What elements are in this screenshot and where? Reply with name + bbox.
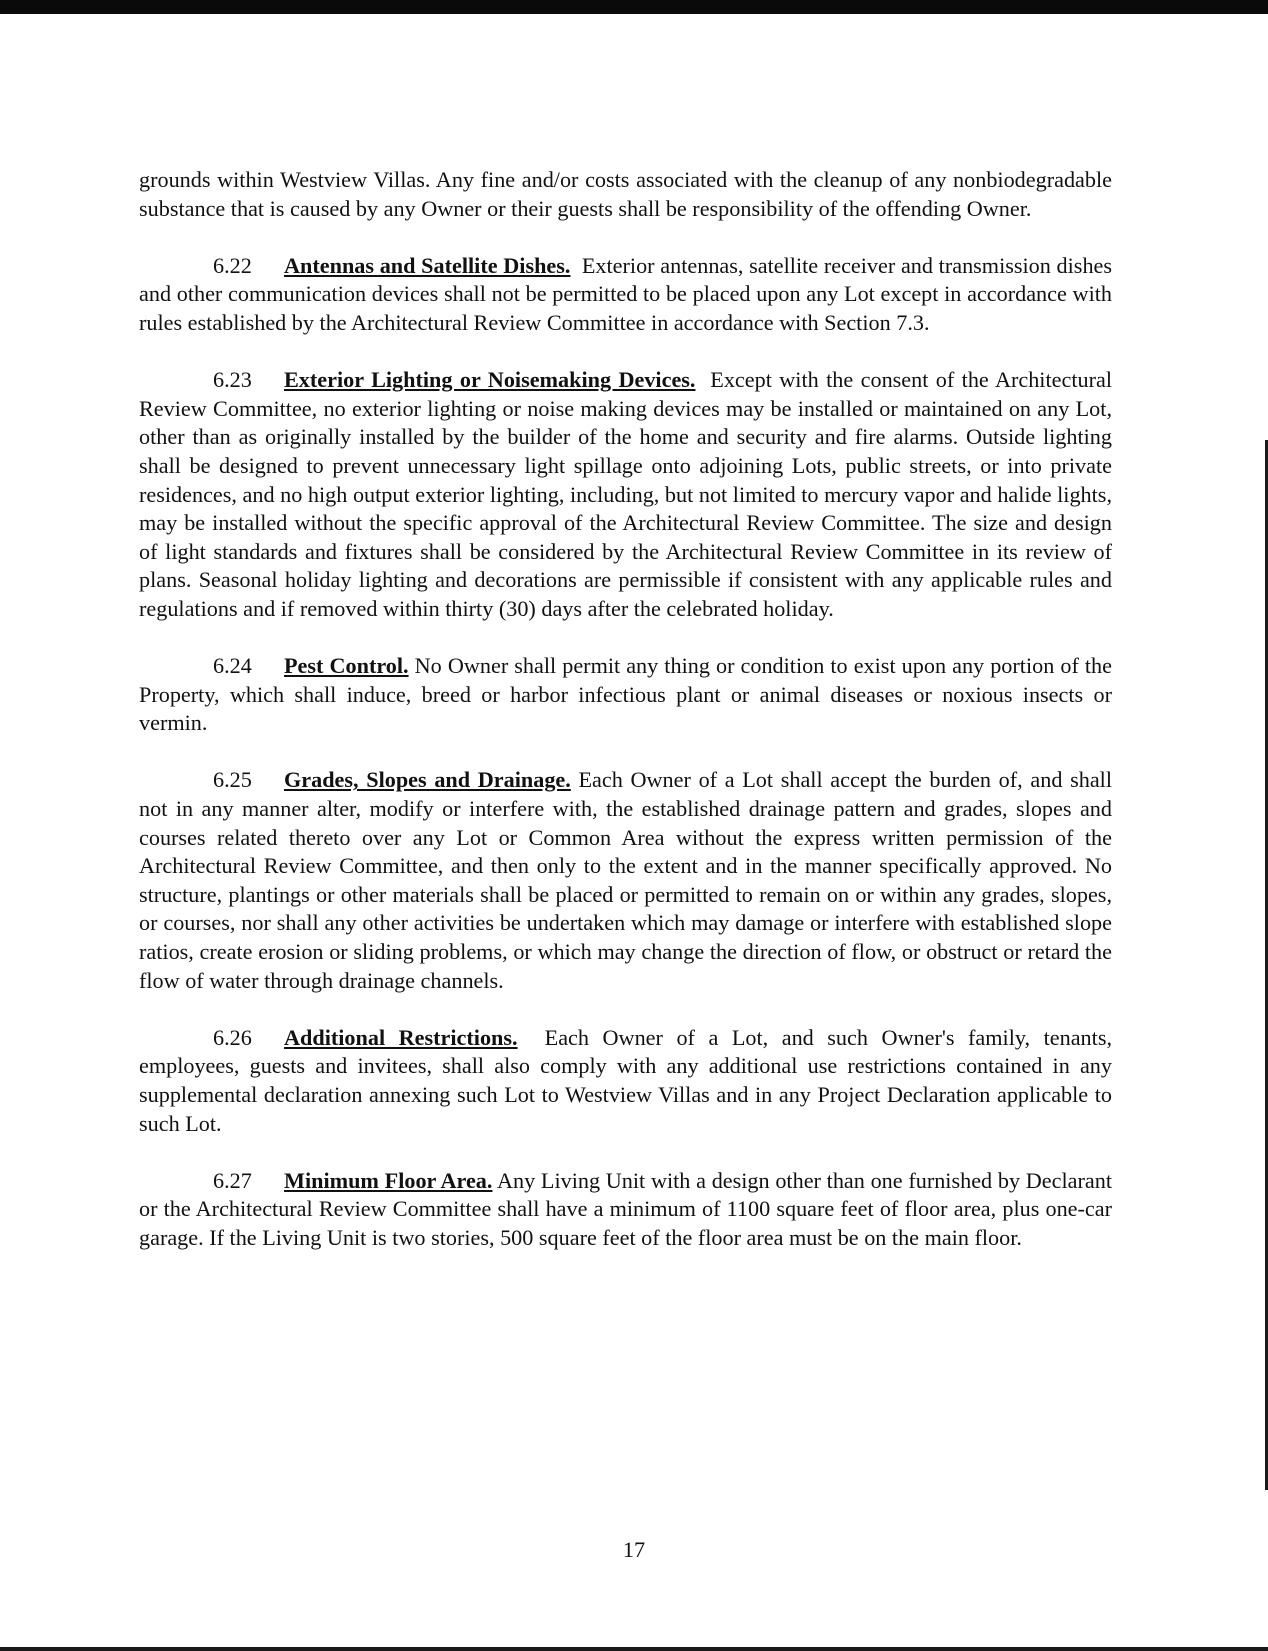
section-body: Except with the consent of the Architectural Review Committee, no exterior lighting or noise making devices may be installed or maintained on any Lot, other than as originally installed by the builder of the home and security and fire alarms. Outside lighting shall be designed to prevent unnecessary light spillage onto adjoining Lots, public streets, or into private residences, and no high output exterior lighting, including, but not limited to mercury vapor and halide lights, may be installed without the specific approval of the Architectural Review Committee. The size and design of light standards and fixtures shall be considered by the Architectural Review Committee in its review of plans. Seasonal holiday lighting and decorations are permissible if consistent with any applicable rules and regulations and if removed within thirty (30) days after the celebrated holiday. bbox=[139, 367, 1112, 621]
section-6-22 bbox=[139, 252, 1112, 338]
section-6-26 bbox=[139, 1024, 1112, 1138]
section-6-27 bbox=[139, 1167, 1112, 1253]
scan-bottom-edge bbox=[0, 1647, 1268, 1651]
section-number: 6.25 bbox=[213, 767, 252, 793]
section-6-23 bbox=[139, 366, 1112, 623]
section-title: Pest Control. bbox=[284, 653, 409, 679]
section-title: Grades, Slopes and Drainage. bbox=[284, 767, 571, 793]
section-number: 6.27 bbox=[213, 1167, 252, 1193]
section-body: Exterior antennas, satellite receiver and transmission dishes and other communication devices shall not be permitted to be placed upon any Lot except in accordance with rules established by the Architectural Review Committee in accordance with Section 7.3. bbox=[139, 252, 1113, 335]
section-6-24 bbox=[139, 652, 1112, 738]
section-body: Any Living Unit with a design other than one furnished by Declarant or the Architectural Review Committee shall have a minimum of 1100 square feet of floor area, plus one-car garage. If the Living Unit is two stories, 500 square feet of the floor area must be on the main floor. bbox=[139, 1167, 1112, 1250]
section-body: No Owner shall permit any thing or condition to exist upon any portion of the Property, which shall induce, breed or harbor infectious plant or animal diseases or noxious insects or vermin. bbox=[139, 653, 1112, 736]
section-number: 6.22 bbox=[213, 252, 252, 278]
section-number: 6.23 bbox=[213, 367, 252, 393]
section-body: Each Owner of a Lot shall accept the burden of, and shall not in any manner alter, modify or interfere with, the established drainage pattern and grades, slopes and courses related thereto over any Lot or Common Area without the express written permission of the Architectural Review Committee, and then only to the extent and in the manner specifically approved. No structure, plantings or other materials shall be placed or permitted to remain on or within any grades, slopes, or courses, nor shall any other activities be undertaken which may damage or interfere with established slope ratios, create erosion or sliding problems, or which may change the direction of flow, or obstruct or retard the flow of water through drainage channels. bbox=[139, 767, 1112, 993]
scan-top-border bbox=[0, 0, 1268, 14]
section-title: Antennas and Satellite Dishes. bbox=[284, 252, 571, 278]
section-6-25 bbox=[139, 766, 1112, 995]
section-body: Each Owner of a Lot, and such Owner's family, tenants, employees, guests and invitees, shall also comply with any additional use restrictions contained in any supplemental declaration annexing such Lot to Westview Villas and in any Project Declaration applicable to such Lot. bbox=[139, 1024, 1112, 1136]
section-number: 6.24 bbox=[213, 653, 252, 679]
section-title: Exterior Lighting or Noisemaking Devices. bbox=[284, 367, 696, 393]
section-title: Additional Restrictions. bbox=[284, 1024, 518, 1050]
section-number: 6.26 bbox=[213, 1024, 252, 1050]
document-body bbox=[139, 166, 1112, 1281]
page-number: 17 bbox=[622, 1537, 646, 1562]
intro-paragraph: grounds within Westview Villas. Any fine and/or costs associated with the cleanup of any nonbiodegradable substance that is caused by any Owner or their guests shall be responsibility of the offending Owner. bbox=[139, 167, 1112, 221]
section-title: Minimum Floor Area. bbox=[284, 1167, 493, 1193]
